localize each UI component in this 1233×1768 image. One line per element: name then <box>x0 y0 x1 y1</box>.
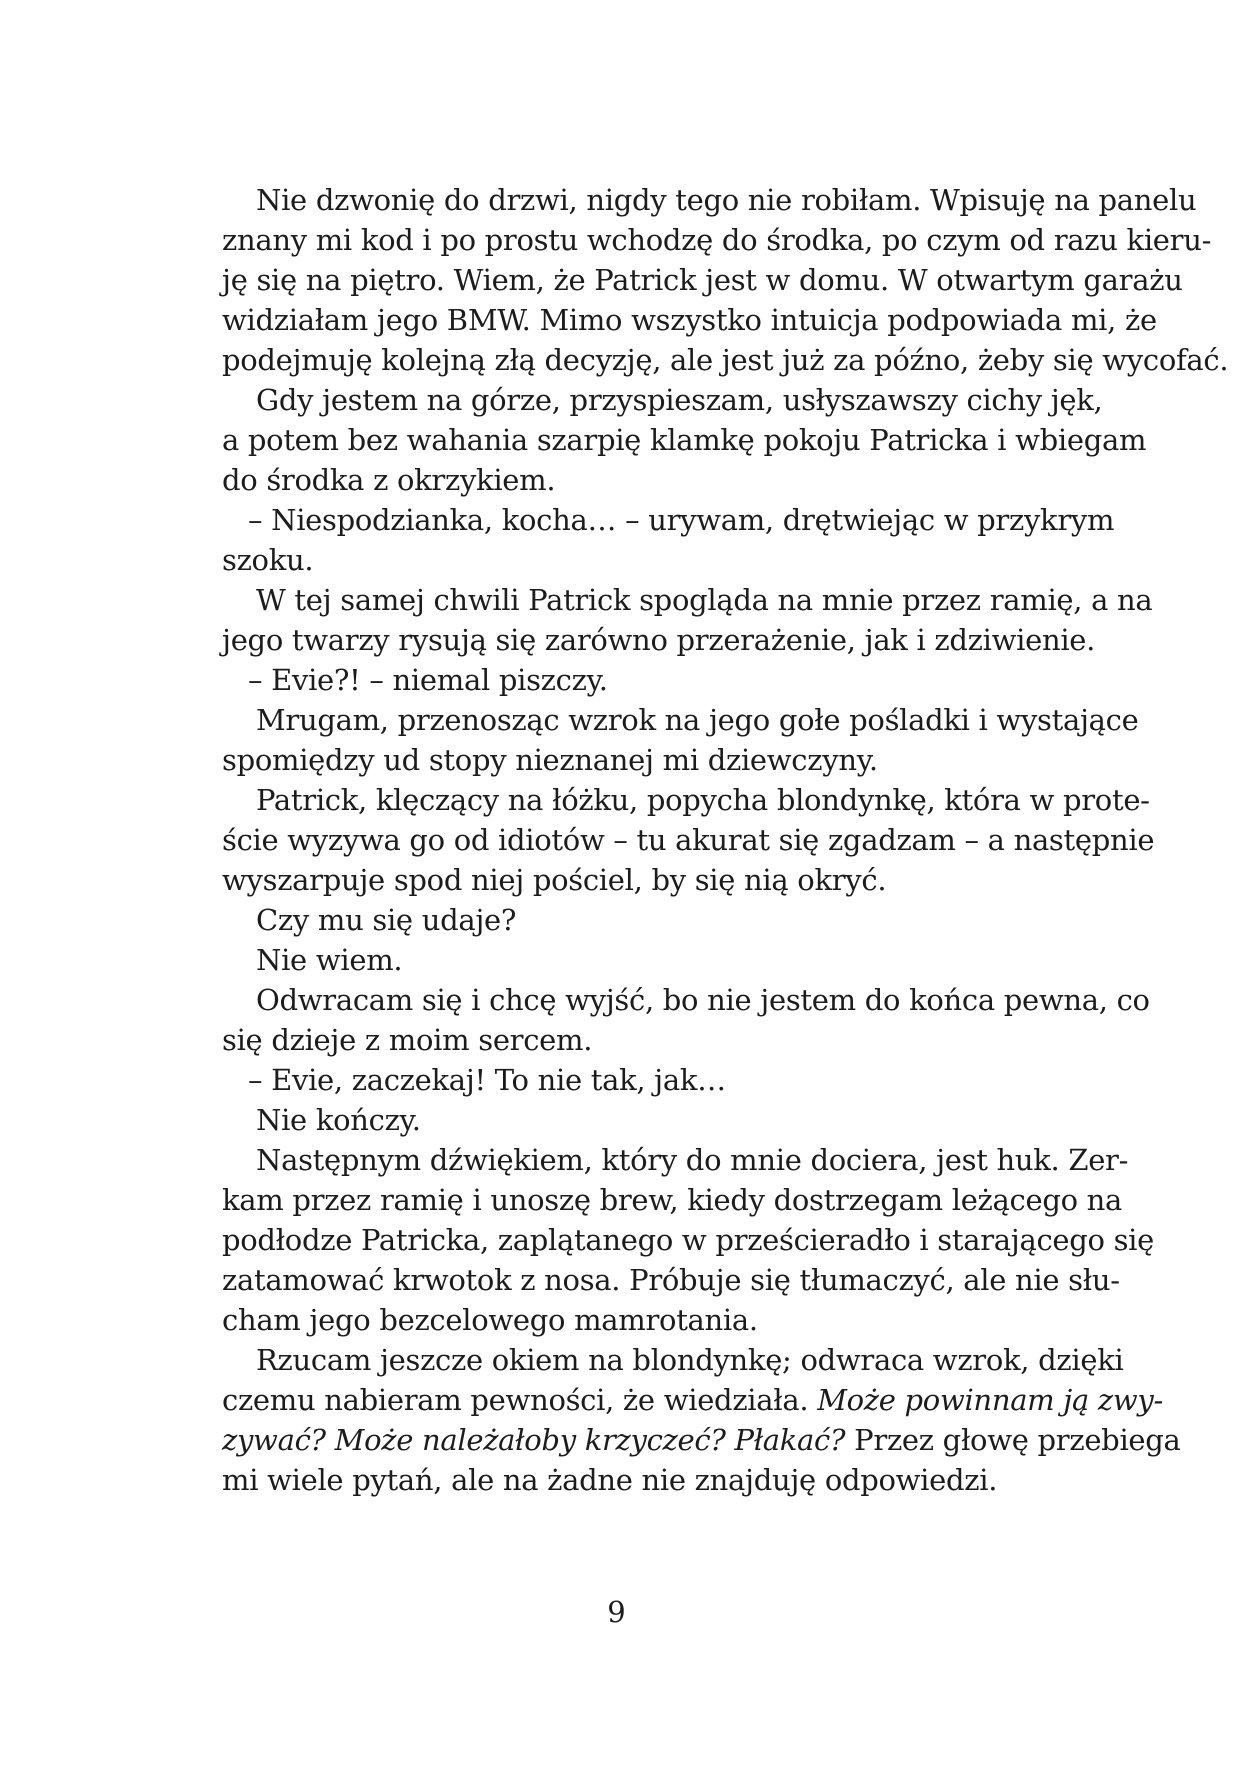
italic-span: Może powinnam ją zwy- <box>817 1383 1163 1417</box>
text-line: widziałam jego BMW. Mimo wszystko intuicja podpowiada mi, że <box>222 303 1157 337</box>
text-line: Nie dzwonię do drzwi, nigdy tego nie robiłam. Wpisuję na panelu <box>256 183 1197 217</box>
text-line: Odwracam się i chcę wyjść, bo nie jestem do końca pewna, co <box>256 983 1150 1017</box>
page-number: 9 <box>607 1595 626 1629</box>
text-line: ście wyzywa go od idiotów – tu akurat się zgadzam – a następnie <box>222 823 1155 857</box>
text-line: jego twarzy rysują się zarówno przerażenie, jak i zdziwienie. <box>222 623 1096 657</box>
italic-span: zywać? Może należałoby krzyczeć? Płakać? <box>222 1423 846 1457</box>
dialogue-line: – Evie, zaczekaj! To nie tak, jak… <box>248 1063 726 1097</box>
text-line: znany mi kod i po prostu wchodzę do środka, po czym od razu kieru- <box>222 223 1212 257</box>
dialogue-line: – Evie?! – niemal piszczy. <box>248 663 608 697</box>
text-line: Mrugam, przenosząc wzrok na jego gołe pośladki i wystające <box>256 703 1139 737</box>
text-line: szoku. <box>222 543 314 577</box>
text-line: kam przez ramię i unoszę brew, kiedy dostrzegam leżącego na <box>222 1183 1123 1217</box>
text-line: podłodze Patricka, zaplątanego w prześcieradło i starającego się <box>222 1223 1155 1257</box>
text-line: cham jego bezcelowego mamrotania. <box>222 1303 758 1337</box>
text-line: spomiędzy ud stopy nieznanej mi dziewczyny. <box>222 743 878 777</box>
text-line-mixed <box>222 1380 1163 1420</box>
text-line: Następnym dźwiękiem, który do mnie dociera, jest huk. Zer- <box>256 1143 1129 1177</box>
text-line: ję się na piętro. Wiem, że Patrick jest w domu. W otwartym garażu <box>222 263 1183 297</box>
text-line: zatamować krwotok z nosa. Próbuje się tłumaczyć, ale nie słu- <box>222 1263 1120 1297</box>
text-span: czemu nabieram pewności, że wiedziała. <box>222 1383 818 1417</box>
text-line: Nie wiem. <box>256 943 403 977</box>
text-line: do środka z okrzykiem. <box>222 463 556 497</box>
dialogue-line: – Niespodzianka, kocha… – urywam, drętwiejąc w przykrym <box>248 503 1115 537</box>
text-line: podejmuję kolejną złą decyzję, ale jest już za późno, żeby się wycofać. <box>222 343 1229 377</box>
text-line: W tej samej chwili Patrick spogląda na mnie przez ramię, a na <box>256 583 1153 617</box>
text-line: Rzucam jeszcze okiem na blondynkę; odwraca wzrok, dzięki <box>256 1343 1124 1377</box>
text-line: a potem bez wahania szarpię klamkę pokoju Patricka i wbiegam <box>222 423 1147 457</box>
text-line: Nie kończy. <box>256 1103 421 1137</box>
text-line-mixed <box>222 1420 1181 1460</box>
text-line: Patrick, klęczący na łóżku, popycha blondynkę, która w prote- <box>256 783 1150 817</box>
text-line: Gdy jestem na górze, przyspieszam, usłyszawszy cichy jęk, <box>256 383 1103 417</box>
text-line: Czy mu się udaje? <box>256 903 517 937</box>
text-span: Przez głowę przebiega <box>845 1423 1181 1457</box>
text-line: wyszarpuje spod niej pościel, by się nią okryć. <box>222 863 887 897</box>
text-line: się dzieje z moim sercem. <box>222 1023 593 1057</box>
text-line: mi wiele pytań, ale na żadne nie znajduję odpowiedzi. <box>222 1463 998 1497</box>
